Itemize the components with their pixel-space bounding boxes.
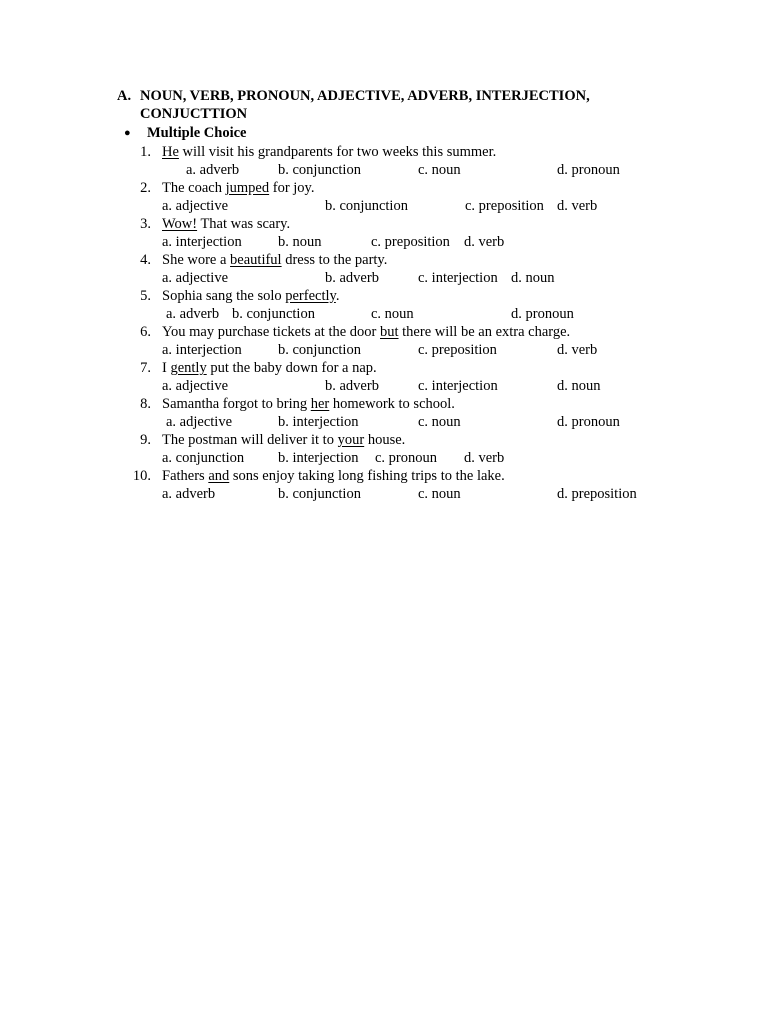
underlined-target-word: her <box>310 396 330 412</box>
question-text <box>162 215 290 233</box>
answer-option: d. pronoun <box>557 414 620 430</box>
question-text <box>162 467 505 485</box>
answer-option: b. conjunction <box>278 162 361 178</box>
underlined-target-word: beautiful <box>230 252 282 268</box>
section-title-line-2: CONJUCTTION <box>140 106 248 122</box>
answer-option: d. verb <box>464 450 505 466</box>
answer-option: d. verb <box>557 342 598 358</box>
question-text-after: homework to school. <box>329 396 455 412</box>
underlined-target-word: gently <box>170 360 207 376</box>
answer-option: d. preposition <box>557 486 637 502</box>
answer-option: b. conjunction <box>278 342 361 358</box>
question-text-before: The coach <box>162 180 226 196</box>
question-text-before: Fathers <box>162 468 209 484</box>
section-title <box>140 87 640 123</box>
bullet-icon: ● <box>124 127 131 139</box>
answer-option: a. adjective <box>162 270 229 286</box>
question-text-after: sons enjoy taking long fishing trips to the lake. <box>229 468 505 484</box>
question-text-before: Samantha forgot to bring <box>162 396 311 412</box>
question-number: 6. <box>140 324 151 340</box>
answer-option: b. interjection <box>278 450 359 466</box>
answer-option: a. interjection <box>162 342 242 358</box>
question-text <box>162 251 387 269</box>
answer-option: c. noun <box>418 486 461 502</box>
answer-option: c. preposition <box>418 342 497 358</box>
question-text-after: will visit his grandparents for two weeks this summer. <box>178 144 497 160</box>
question-number: 10. <box>132 468 151 484</box>
question-number: 7. <box>140 360 151 376</box>
answer-option: b. adverb <box>325 270 379 286</box>
question-text <box>162 323 570 341</box>
section-title-line-1: NOUN, VERB, PRONOUN, ADJECTIVE, ADVERB, INTERJECTION, <box>140 88 590 104</box>
underlined-target-word: He <box>162 144 179 160</box>
answer-option: d. verb <box>464 234 505 250</box>
section-label: A. <box>117 88 132 104</box>
question-text-after: put the baby down for a nap. <box>206 360 377 376</box>
question-text-before: The postman will deliver it to <box>162 432 338 448</box>
answer-option: a. adjective <box>162 198 229 214</box>
answer-option: d. pronoun <box>557 162 620 178</box>
answer-option: a. adverb <box>186 162 240 178</box>
question-text-after: for joy. <box>269 180 315 196</box>
answer-option: a. adjective <box>162 378 229 394</box>
question-number: 3. <box>140 216 151 232</box>
answer-option: a. conjunction <box>162 450 245 466</box>
question-text-before: She wore a <box>162 252 231 268</box>
answer-option: a. adjective <box>166 414 233 430</box>
answer-option: b. adverb <box>325 378 379 394</box>
question-number: 1. <box>140 144 151 160</box>
answer-option: d. pronoun <box>511 306 574 322</box>
question-number: 2. <box>140 180 151 196</box>
question-number: 9. <box>140 432 151 448</box>
question-text <box>162 395 455 413</box>
answer-option: c. interjection <box>418 270 498 286</box>
answer-option: c. noun <box>418 414 461 430</box>
underlined-target-word: Wow! <box>162 216 198 232</box>
question-text-after: house. <box>364 432 406 448</box>
answer-option: b. interjection <box>278 414 359 430</box>
answer-option: c. noun <box>418 162 461 178</box>
subsection-title: Multiple Choice <box>147 125 247 141</box>
answer-option: c. preposition <box>371 234 450 250</box>
question-text-after: . <box>335 288 340 304</box>
answer-option: b. noun <box>278 234 322 250</box>
underlined-target-word: and <box>208 468 230 484</box>
underlined-target-word: jumped <box>225 180 270 196</box>
question-text-after: there will be an extra charge. <box>398 324 571 340</box>
question-text-after: That was scary. <box>197 216 291 232</box>
underlined-target-word: perfectly <box>285 288 336 304</box>
question-text <box>162 431 405 449</box>
answer-option: a. adverb <box>166 306 220 322</box>
answer-option: c. noun <box>371 306 414 322</box>
answer-option: b. conjunction <box>232 306 315 322</box>
answer-option: d. noun <box>511 270 555 286</box>
question-number: 4. <box>140 252 151 268</box>
question-text <box>162 179 314 197</box>
underlined-target-word: but <box>380 324 399 340</box>
question-text <box>162 143 496 161</box>
answer-option: a. interjection <box>162 234 242 250</box>
answer-option: a. adverb <box>162 486 216 502</box>
question-text-after: dress to the party. <box>281 252 388 268</box>
question-text-before: Sophia sang the solo <box>162 288 286 304</box>
question-text-before: I <box>162 360 171 376</box>
question-text <box>162 359 377 377</box>
answer-option: d. noun <box>557 378 601 394</box>
question-text <box>162 287 339 305</box>
answer-option: c. interjection <box>418 378 498 394</box>
answer-option: c. preposition <box>465 198 544 214</box>
answer-option: c. pronoun <box>375 450 438 466</box>
answer-option: b. conjunction <box>278 486 361 502</box>
question-number: 8. <box>140 396 151 412</box>
answer-option: b. conjunction <box>325 198 408 214</box>
underlined-target-word: your <box>337 432 365 448</box>
question-number: 5. <box>140 288 151 304</box>
question-text-before: You may purchase tickets at the door <box>162 324 380 340</box>
answer-option: d. verb <box>557 198 598 214</box>
